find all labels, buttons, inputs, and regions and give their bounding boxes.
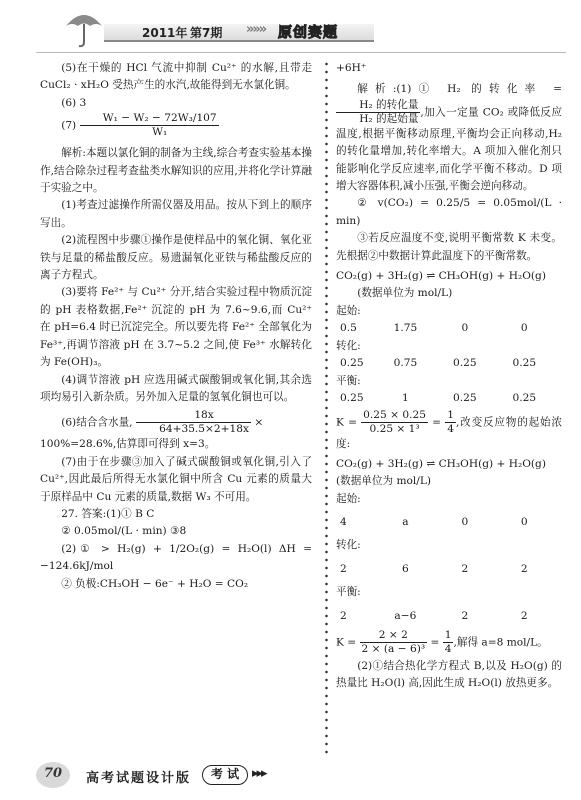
fraction-numerator: 18x bbox=[136, 409, 251, 423]
page-header bbox=[0, 0, 581, 62]
footer-badge: 考 试 bbox=[202, 765, 248, 785]
value-cell: 2 bbox=[461, 562, 469, 575]
analysis-6 bbox=[40, 409, 312, 436]
fraction-denominator: H₂ 的起始量 bbox=[359, 112, 419, 125]
unit-note-1: (数据单位为 mol/L) bbox=[357, 287, 453, 300]
analysis-6-pre: (6)结合含水量, bbox=[61, 416, 133, 429]
k-label: K = bbox=[336, 636, 357, 649]
footer-arrows: ▸▸▸ bbox=[252, 766, 266, 781]
row-eq2-values bbox=[336, 608, 562, 625]
fraction-numerator: H₂ 的转化量 bbox=[336, 99, 420, 113]
value-cell: 0.25 bbox=[512, 357, 537, 370]
fraction-denominator: 4 bbox=[444, 642, 452, 655]
value-cell: 1 bbox=[402, 391, 409, 404]
value-cell: 0.25 bbox=[512, 391, 537, 404]
value-cell: a−6 bbox=[394, 609, 417, 622]
value-cell: 0 bbox=[461, 322, 469, 335]
value-cell: 2 bbox=[520, 609, 528, 622]
value-cell: 0 bbox=[461, 515, 469, 528]
value-cell: 1.75 bbox=[393, 322, 418, 335]
fraction-denominator: 64+35.5×2+18x bbox=[159, 423, 249, 436]
equilibrium-intro: ③若反应温度不变,说明平衡常数 K 未变。先根据②中数据计算此温度下的平衡常数。 bbox=[336, 232, 562, 262]
fraction-k1 bbox=[361, 409, 428, 436]
fraction-denominator: 4 bbox=[447, 423, 454, 436]
rate-calc: ② v(CO₂) = 0.25/5 = 0.05mol/(L · min) bbox=[336, 197, 562, 227]
reaction-equation-1: CO₂(g) + 3H₂(g) ⇌ CH₃OH(g) + H₂O(g) bbox=[336, 270, 546, 283]
value-cell: 0.25 bbox=[453, 391, 477, 404]
value-cell: 0 bbox=[520, 515, 528, 528]
column-divider bbox=[325, 60, 328, 755]
answer-27-4: ② 负极:CH₃OH − 6e⁻ + H₂O = CO₂ bbox=[61, 577, 249, 590]
header-issue: 第7期 bbox=[190, 26, 223, 40]
analysis-3: (3)要将 Fe²⁺ 与 Cu²⁺ 分开,结合实验过程中物质沉淀的 pH 表格数据,Fe²⁺ 沉淀的 pH 为 7.6~9.6,而 Cu²⁺ 在 pH=6.4 时已沉淀完全。所以要先将 Fe²⁺ 全部氧化为 Fe³⁺,再调节溶液 pH 在 3.7~5.2 之间,使 Fe³⁺ 水解转化为 Fe(OH)₃。 bbox=[40, 286, 312, 369]
header-rule bbox=[36, 52, 566, 53]
analysis-6-times: × bbox=[254, 416, 264, 429]
answer-7 bbox=[40, 112, 312, 139]
value-cell: 4 bbox=[340, 515, 347, 528]
row-start-values bbox=[336, 320, 562, 337]
value-cell: 0.25 bbox=[340, 357, 364, 370]
fraction-numerator: 0.25 × 0.25 bbox=[363, 409, 426, 422]
row-conv-values bbox=[336, 355, 562, 372]
left-column bbox=[40, 60, 312, 593]
analysis-2: (2)流程图中步骤①操作是使样品中的氧化铜、氧化亚铁与足量的稀盐酸反应。易遗漏氧化亚铁与稀盐酸反应的离子方程式。 bbox=[40, 234, 312, 282]
row-start-label: 起始: bbox=[336, 304, 361, 317]
value-cell: 0.25 bbox=[453, 357, 477, 370]
page-footer bbox=[36, 760, 566, 794]
equation-tail: +6H⁺ bbox=[336, 62, 367, 74]
footer-title: 高考试题设计版 bbox=[86, 771, 192, 786]
row-start2-values bbox=[336, 514, 562, 531]
value-cell: 0 bbox=[520, 322, 528, 335]
unit-note-2: (数据单位为 mol/L) bbox=[336, 475, 432, 488]
analysis-1: (1)考查过滤操作所需仪器及用品。按从下到上的顺序写出。 bbox=[40, 199, 312, 229]
answer-7-label: (7) bbox=[61, 119, 77, 132]
value-cell: 0.5 bbox=[340, 322, 357, 335]
analysis-heat: (2)①结合热化学方程式 B,以及 H₂O(g) 的热量比 H₂O(l) 高,因此生成 H₂O(l) 放热更多。 bbox=[336, 659, 562, 690]
reaction-equation-2: CO₂(g) + 3H₂(g) ⇌ CH₃OH(g) + H₂O(g) bbox=[336, 457, 546, 470]
value-cell: 6 bbox=[402, 562, 409, 575]
value-cell: 2 bbox=[520, 562, 528, 575]
k-calc-1 bbox=[336, 409, 562, 453]
fraction-denominator: W₁ bbox=[152, 126, 168, 139]
analysis-intro: 解析:本题以氯化铜的制备为主线,综合考查实验基本操作,结合除杂过程考查盐类水解知识的应用,并将化学计算融于实验之中。 bbox=[40, 147, 312, 195]
k-label: K = bbox=[336, 416, 357, 429]
fraction-numerator: 1 bbox=[444, 628, 452, 641]
analysis-7: (7)由于在步骤③加入了碱式碳酸铜或氧化铜,引入了 Cu²⁺,因此最后所得无水氯化铜中所含 Cu 元素的质量大于原样品中 Cu 元素的质量,数据 W₃ 不可用。 bbox=[40, 455, 312, 503]
value-cell: a bbox=[402, 515, 409, 528]
fraction-quarter bbox=[445, 409, 456, 436]
fraction-denominator: 2 × (a − 6)³ bbox=[361, 642, 426, 655]
row-conv-label: 转化: bbox=[336, 339, 361, 352]
value-cell: 2 bbox=[340, 562, 347, 575]
analysis-6-result: 100%=28.6%,估算即可得到 x=3。 bbox=[40, 438, 216, 451]
fraction-numerator: 2 × 2 bbox=[360, 629, 428, 643]
fraction-numerator: 1 bbox=[447, 409, 454, 422]
row-start2-label: 起始: bbox=[336, 492, 361, 505]
umbrella-icon bbox=[62, 6, 106, 50]
conversion-pre: 解析:(1)① H₂ 的转化率 = bbox=[357, 83, 562, 96]
fraction-k2 bbox=[360, 629, 428, 656]
page-number: 70 bbox=[44, 766, 63, 781]
analysis-4: (4)调节溶液 pH 应选用碱式碳酸铜或氧化铜,其余选项均易引入新杂质。另外加入足量的氢氧化铜也可以。 bbox=[40, 373, 312, 403]
header-arrows: »»» bbox=[246, 22, 266, 37]
value-cell: 0.75 bbox=[393, 357, 418, 370]
conversion-post: ,加入一定量 CO₂ 或降低反应温度,根据平衡移动原理,平衡均会正向移动,H₂ 的转化量增加,转化率增大。A 项加入催化剂只能影响化学反应速率,而化学平衡不移动。D 项增大容器体积,减小压强,平衡会逆向移动。 bbox=[336, 106, 562, 193]
value-cell: 0.25 bbox=[340, 391, 364, 404]
value-cell: 2 bbox=[340, 609, 347, 622]
row-eq-label: 平衡: bbox=[336, 374, 361, 387]
row-conv2-label: 转化: bbox=[336, 539, 361, 552]
k-calc-2-post: ,解得 a=8 mol/L。 bbox=[453, 636, 548, 649]
answer-27-2: ② 0.05mol/(L · min) ③8 bbox=[61, 525, 187, 538]
fraction-w bbox=[80, 112, 219, 139]
fraction-conversion bbox=[336, 99, 420, 126]
value-cell: 2 bbox=[461, 609, 469, 622]
header-column-title: 原创赛题 bbox=[278, 25, 338, 41]
k-calc-1-post: ,改变反应物的起始浓度: bbox=[336, 416, 562, 451]
analysis-conversion bbox=[336, 81, 562, 195]
answer-6: (6) 3 bbox=[61, 96, 87, 109]
fraction-numerator: W₁ − W₂ − 72W₃/107 bbox=[80, 112, 219, 126]
equals-sign: = bbox=[432, 416, 442, 429]
answer-27-1: 27. 答案:(1)① B C bbox=[61, 507, 155, 520]
right-column bbox=[336, 60, 562, 693]
answer-27-3: (2)① > H₂(g) + 1/2O₂(g) = H₂O(l) ΔH = −124.6kJ/mol bbox=[40, 542, 312, 573]
equals-sign: = bbox=[430, 636, 440, 649]
row-eq-values bbox=[336, 390, 562, 407]
header-year: 2011年 bbox=[142, 26, 188, 40]
row-conv2-values bbox=[336, 561, 562, 578]
fraction-quarter bbox=[443, 629, 454, 656]
row-eq2-label: 平衡: bbox=[336, 586, 361, 599]
answer-5: (5)在干燥的 HCl 气流中抑制 Cu²⁺ 的水解,且带走 CuCl₂ · xH₂O 受热产生的水汽,故能得到无水氯化铜。 bbox=[40, 62, 312, 92]
k-calc-2 bbox=[336, 629, 562, 656]
fraction-denominator: 0.25 × 1³ bbox=[369, 423, 420, 436]
fraction-water bbox=[136, 409, 251, 436]
